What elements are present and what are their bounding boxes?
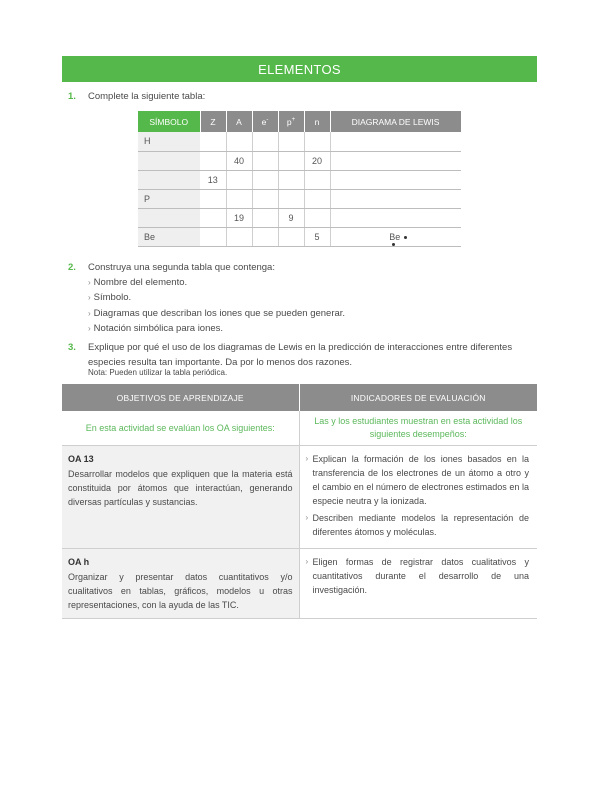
question-2 [68,260,275,275]
list-item [306,555,530,597]
question-3 [68,340,538,370]
lewis-diagram-be [389,232,402,242]
cell-n[interactable] [304,132,330,151]
cell-z[interactable] [200,189,226,208]
table-row [138,189,461,208]
intro-objectives: En esta actividad se evalúan los OA siguientes: [62,411,299,446]
cell-p[interactable] [278,189,304,208]
indicator-text: Describen mediante modelos la representación de diferentes átomos y moléculas. [312,513,529,537]
header-p-label: p [286,116,292,127]
question-text: Construya una segunda tabla que contenga: [88,262,275,273]
list-item-text: Notación simbólica para iones. [93,323,224,334]
cell-lewis[interactable] [330,208,461,227]
cell-symbol[interactable]: Be [138,227,200,246]
cell-lewis[interactable] [330,189,461,208]
lewis-symbol: Be [389,231,401,242]
cell-p[interactable] [278,170,304,189]
question-number: 1. [68,91,76,102]
intro-indicators: Las y los estudiantes muestran en esta actividad los siguientes desempeños: [299,411,537,446]
cell-z[interactable]: 13 [200,170,226,189]
table-row [138,170,461,189]
learning-objectives-table [62,384,537,619]
objective-description: Organizar y presentar datos cuantitativos y/o cualitativos en tablas, gráficos, modelos u otras representaciones, con la ayuda de las TIC. [68,572,293,610]
list-item [88,290,131,305]
cell-n[interactable] [304,208,330,227]
cell-symbol[interactable] [138,170,200,189]
header-objectives: OBJETIVOS DE APRENDIZAJE [62,384,299,411]
cell-e[interactable] [252,227,278,246]
indicator-text: Explican la formación de los iones basados en la transferencia de los electrones de un átomo a otro y el cambio en el número de electrones estimados en la especie neutra y la ionizada. [312,454,529,506]
header-n: n [304,111,330,132]
table-row [62,549,537,619]
note-text: Nota: Pueden utilizar la tabla periódica. [88,368,228,377]
question-number: 2. [68,262,76,273]
list-item-text: Símbolo. [93,292,132,303]
cell-p[interactable]: 9 [278,208,304,227]
cell-a[interactable]: 19 [226,208,252,227]
cell-z[interactable] [200,208,226,227]
bullet-icon: › [88,324,91,333]
cell-symbol[interactable] [138,208,200,227]
cell-lewis[interactable] [330,132,461,151]
element-table-header [138,111,461,132]
cell-symbol[interactable]: P [138,189,200,208]
header-lewis: DIAGRAMA DE LEWIS [330,111,461,132]
cell-z[interactable] [200,151,226,170]
cell-a[interactable]: 40 [226,151,252,170]
cell-n[interactable] [304,189,330,208]
cell-symbol[interactable]: H [138,132,200,151]
section-title: ELEMENTOS [258,61,341,77]
bullet-icon: › [305,513,309,522]
cell-e[interactable] [252,189,278,208]
list-item [88,306,345,321]
bullet-icon: › [88,309,91,318]
cell-n[interactable] [304,170,330,189]
bullet-icon: › [305,454,309,463]
header-z: Z [200,111,226,132]
list-item [306,452,530,508]
cell-p[interactable] [278,227,304,246]
question-number: 3. [68,342,76,353]
header-symbol: SÍMBOLO [138,111,200,132]
cell-a[interactable] [226,132,252,151]
cell-a[interactable] [226,227,252,246]
header-electrons [252,111,278,132]
indicator-text: Eligen formas de registrar datos cualitativos y cuantitativos durante el desarrollo de una investigación. [312,557,529,595]
list-item [88,275,187,290]
objective-cell [62,446,299,549]
electron-dot-icon [404,236,407,239]
indicator-cell [299,446,537,549]
cell-z[interactable] [200,227,226,246]
question-text: Complete la siguiente tabla: [88,91,206,102]
section-title-banner [62,56,537,82]
objective-description: Desarrollar modelos que expliquen que la materia está constituida por átomos que interactúan, generando diversas partículas y sustancias. [68,469,293,507]
objective-cell [62,549,299,619]
cell-e[interactable] [252,170,278,189]
objective-code: OA 13 [68,454,94,464]
electron-dot-icon [392,243,395,246]
cell-p[interactable] [278,151,304,170]
cell-e[interactable] [252,208,278,227]
cell-z[interactable] [200,132,226,151]
oa-table-header [62,384,537,411]
cell-p[interactable] [278,132,304,151]
cell-lewis[interactable] [330,170,461,189]
table-row [62,446,537,549]
cell-symbol[interactable] [138,151,200,170]
header-e-label: e [261,116,267,127]
bullet-icon: › [88,278,91,287]
table-row [138,208,461,227]
cell-lewis[interactable] [330,227,461,246]
oa-intro-row [62,411,537,446]
header-e-sup: - [266,116,269,123]
list-item [88,321,223,336]
header-a: A [226,111,252,132]
question-text: Explique por qué el uso de los diagramas de Lewis en la predicción de interacciones entre diferentes especies resulta tan importante. Da por lo menos dos razones. [88,342,513,368]
objective-code: OA h [68,557,90,567]
table-row [138,132,461,151]
table-row [138,227,461,246]
header-p-sup: + [291,116,296,123]
question-1 [68,89,205,104]
element-table [138,111,462,247]
cell-n[interactable]: 5 [304,227,330,246]
indicator-cell [299,549,537,619]
list-item-text: Diagramas que describan los iones que se pueden generar. [93,308,346,319]
cell-lewis[interactable] [330,151,461,170]
bullet-icon: › [305,557,309,566]
header-protons [278,111,304,132]
list-item [306,511,530,539]
cell-e[interactable] [252,132,278,151]
header-indicators: INDICADORES DE EVALUACIÓN [299,384,537,411]
list-item-text: Nombre del elemento. [93,277,188,288]
cell-e[interactable] [252,151,278,170]
cell-a[interactable] [226,170,252,189]
table-row [138,151,461,170]
cell-n[interactable]: 20 [304,151,330,170]
bullet-icon: › [88,293,91,302]
cell-a[interactable] [226,189,252,208]
